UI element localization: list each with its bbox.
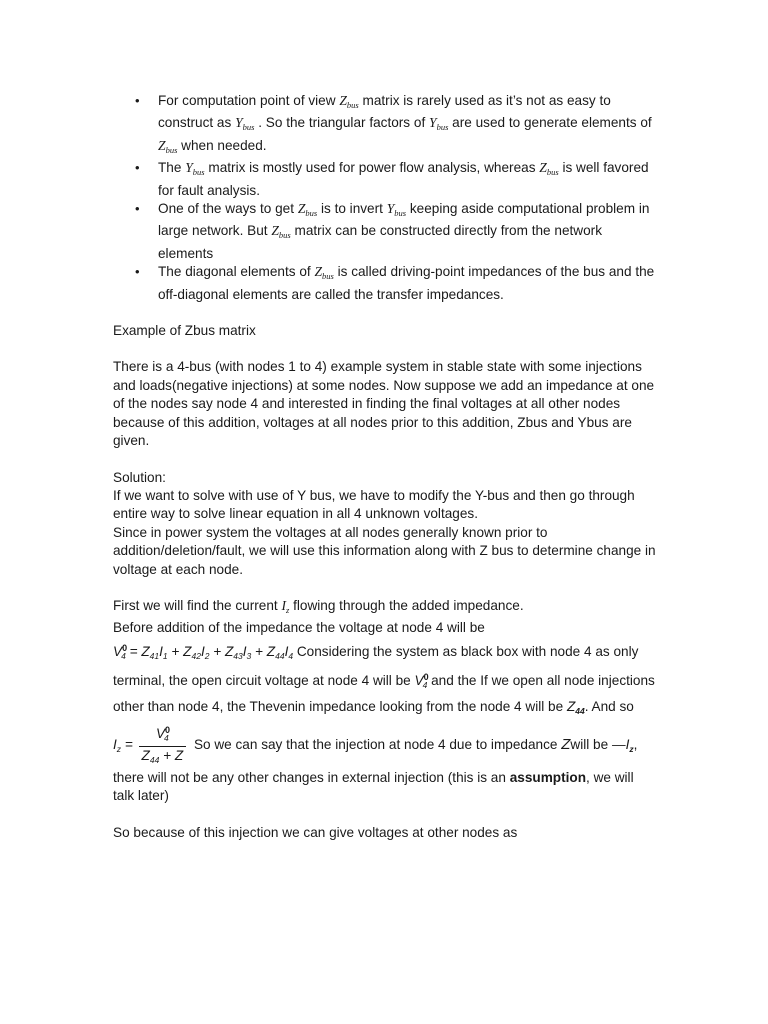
assumption-bold: assumption bbox=[509, 769, 587, 785]
zbus-symbol: $Z_{bus}$ bbox=[539, 160, 559, 178]
bullet-text: matrix is rarely used as it’s not as easy to construct as bbox=[158, 93, 611, 131]
bullet-item-4 bbox=[113, 263, 658, 304]
zbus-symbol: $Z_{bus}$ bbox=[297, 201, 318, 219]
zbus-symbol: $Z_{bus}$ bbox=[314, 264, 334, 282]
current-intro: First we will find the current $I_z$ flowing through the added impedance. bbox=[113, 597, 524, 615]
bullet-text: The bbox=[158, 160, 182, 176]
bullet-text: are used to generate elements of bbox=[452, 115, 652, 131]
bullet-text: The diagonal elements of bbox=[158, 264, 311, 280]
example-heading: Example of Zbus matrix bbox=[113, 323, 256, 339]
bullet-text: matrix can be constructed directly from the network elements bbox=[158, 223, 602, 261]
bullet-text: For computation point of view bbox=[158, 93, 336, 108]
bullet-text: is well favored for fault analysis. bbox=[158, 160, 649, 198]
v4-zero-symbol: $V^0_4$ bbox=[414, 671, 429, 690]
z-symbol: Z bbox=[561, 735, 571, 753]
bullet-text: matrix is mostly used for power flow analysis, whereas bbox=[208, 160, 536, 176]
ybus-symbol: $Y_{bus}$ bbox=[185, 160, 205, 178]
solution-line-2: Since in power system the voltages at all nodes generally known prior to addition/deletion/fault, we will use this information along with Z bus to determine change in voltage at each node. bbox=[113, 524, 656, 577]
example-paragraph: There is a 4-bus (with nodes 1 to 4) example system in stable state with some injections and loads(negative injections) at some nodes. Now suppose we add an impedance at one of the nodes say node 4 and interested in finding the final voltages at all other nodes because of this addition, voltages at all nodes prior to this addition, Zbus and Ybus are given. bbox=[113, 359, 655, 449]
bullet-item-3 bbox=[113, 200, 658, 263]
zbus-symbol: $Z_{bus}$ bbox=[158, 137, 178, 155]
bullet-text: One of the ways to get bbox=[158, 201, 295, 217]
zbus-symbol: $Z_{bus}$ bbox=[271, 223, 291, 241]
iz-symbol: $I_z$ bbox=[281, 597, 290, 615]
zbus-symbol: $Z_{bus}$ bbox=[339, 93, 359, 110]
bullet-text: is to invert bbox=[320, 201, 383, 217]
bullet-text: when needed. bbox=[181, 137, 267, 153]
bullet-item-2 bbox=[113, 159, 658, 200]
bullet-list bbox=[113, 92, 658, 304]
ybus-symbol: $Y_{bus}$ bbox=[235, 115, 255, 133]
iz-fraction-paragraph: $I_z$ = $\frac{V^0_4}{Z_{44} + Z}$ So we can say that the injection at node 4 due to impedance Zwill be $—I_z$, there will not be any other changes in external injection (this is an assumption, we will talk later) bbox=[113, 722, 658, 806]
z44-symbol: $Z_{44}$ bbox=[566, 698, 585, 716]
fraction: $\frac{V^0_4}{Z_{44} + Z}$ bbox=[139, 722, 187, 769]
bullet-item-1 bbox=[113, 92, 658, 159]
bullet-text: . So the triangular factors of bbox=[258, 115, 426, 131]
ybus-symbol: $Y_{bus}$ bbox=[429, 115, 449, 133]
v4-equation: $V^0_4 = Z_{41}I_1 + Z_{42}I_2 + Z_{43}I_3 + Z_{44}I_4$ bbox=[113, 642, 294, 661]
solution-line-1: If we want to solve with use of Y bus, we have to modify the Y-bus and then go through entire way to solve linear equation in all 4 unknown voltages. bbox=[113, 487, 635, 522]
voltage-paragraph: $V^0_4 = Z_{41}I_1 + Z_{42}I_2 + Z_{43}I_3 + Z_{44}I_4$ Considering the system as black box with node 4 as only terminal, the open circuit voltage at node 4 will be $V^0_4$ and the If we open all node injections other than node 4, the Thevenin impedance looking from the node 4 will be $Z_{44}$. And so bbox=[113, 642, 655, 716]
minus-iz-symbol: $—I_z$ bbox=[611, 736, 634, 754]
closing-text: So because of this injection we can give voltages at other nodes as bbox=[113, 824, 518, 840]
before-addition-text: Before addition of the impedance the voltage at node 4 will be bbox=[113, 620, 485, 636]
iz-fraction-equation: $I_z$ = $\frac{V^0_4}{Z_{44} + Z}$ bbox=[113, 737, 194, 752]
bullet-text: is called driving-point impedances of the bus and the off-diagonal elements are called the transfer impedances. bbox=[158, 264, 655, 302]
document-body bbox=[113, 92, 658, 842]
bullet-text: keeping aside computational problem in large network. But bbox=[158, 201, 650, 239]
solution-label: Solution: bbox=[113, 469, 166, 485]
ybus-symbol: $Y_{bus}$ bbox=[386, 201, 407, 219]
